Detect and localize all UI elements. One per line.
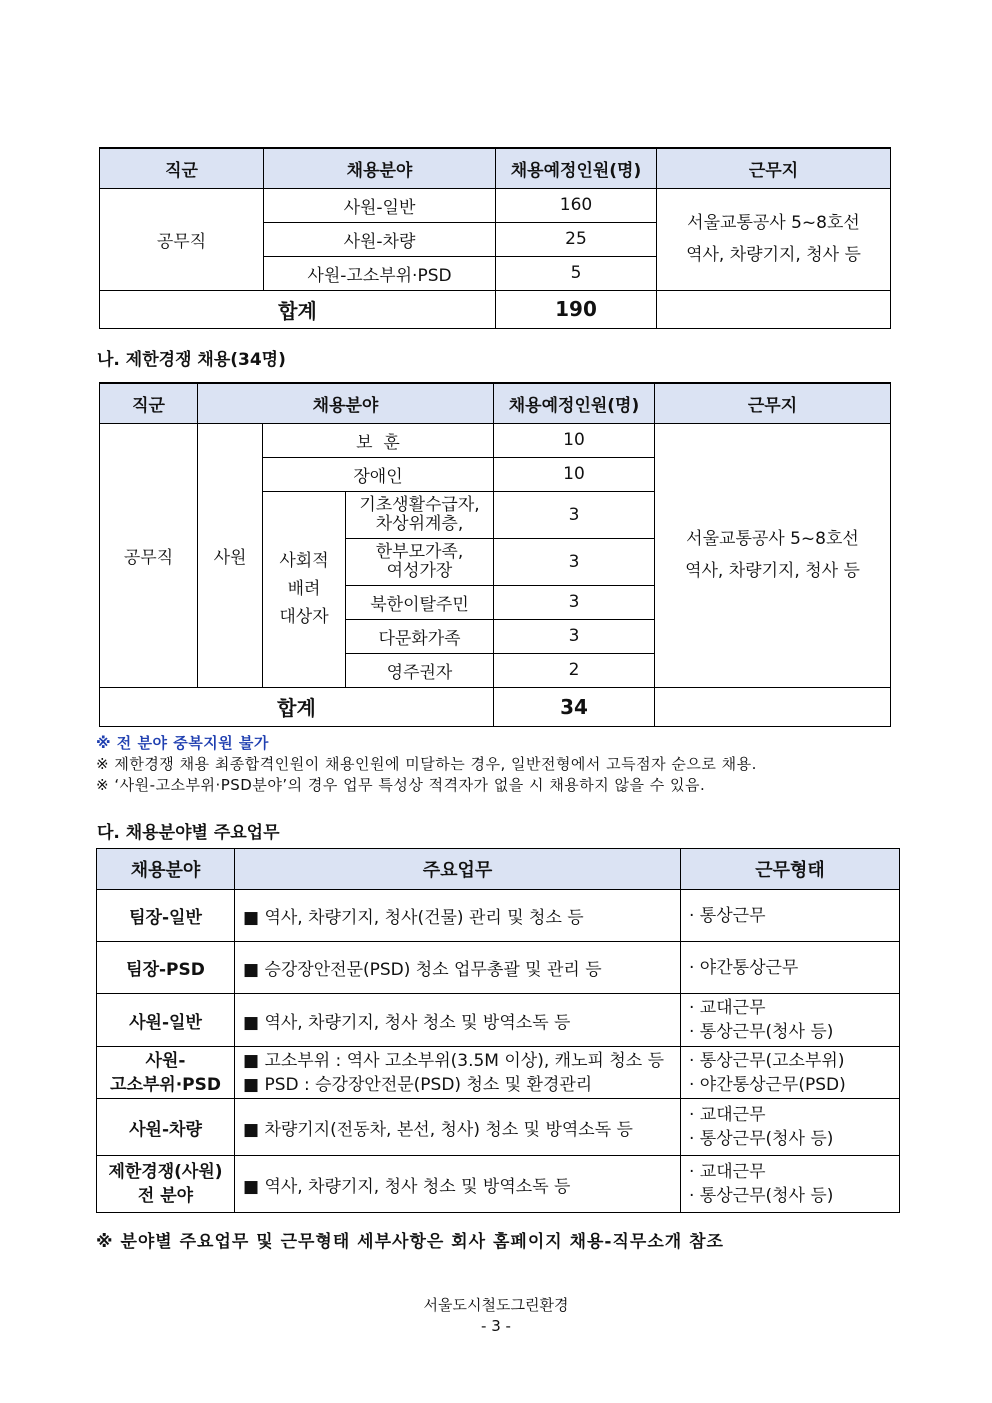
duty-line: ■ 고소부위 : 역사 고소부위(3.5M 이상), 캐노피 청소 등 — [243, 1050, 664, 1071]
work-form-cell — [681, 1099, 900, 1156]
duty-field-cell — [97, 1047, 235, 1099]
duty-table — [96, 848, 900, 1213]
subgroup-cell: 사원 — [198, 423, 263, 687]
empty-cell — [657, 290, 891, 328]
footer-page-number: - 3 - — [481, 1317, 511, 1335]
field-line: 차상위계층, — [375, 513, 464, 534]
header-count: 채용예정인원(명) — [496, 148, 657, 188]
duty-cell — [235, 994, 681, 1047]
duty-field-cell — [97, 1156, 235, 1213]
work-form-cell — [681, 994, 900, 1047]
duty-field-cell — [97, 942, 235, 994]
work-form-cell — [681, 890, 900, 942]
field-line: 팀장-PSD — [126, 960, 205, 980]
header-field: 채용분야 — [264, 148, 496, 188]
field-cell: 장애인 — [263, 457, 494, 491]
location-line: 서울교통공사 5~8호선 — [686, 529, 859, 549]
count-cell: 5 — [496, 256, 657, 290]
field-cell: 북한이탈주민 — [346, 585, 494, 619]
count-cell: 10 — [494, 423, 655, 457]
header-location: 근무지 — [655, 383, 891, 423]
field-cell: 영주권자 — [346, 653, 494, 687]
section-heading-da: 다. 채용분야별 주요업무 — [97, 823, 280, 843]
work-form-cell — [681, 942, 900, 994]
bottom-note: ※ 분야별 주요업무 및 근무형태 세부사항은 회사 홈페이지 채용-직무소개 참조 — [96, 1232, 724, 1252]
header-field: 채용분야 — [198, 383, 494, 423]
header-job-group: 직군 — [100, 148, 264, 188]
field-cell: 사원-일반 — [264, 188, 496, 222]
duty-line: ■ 승강장안전문(PSD) 청소 업무총괄 및 관리 등 — [243, 960, 602, 980]
form-line: · 통상근무(고소부위) — [689, 1050, 845, 1071]
count-cell: 160 — [496, 188, 657, 222]
duty-field-cell — [97, 994, 235, 1047]
duty-line: ■ 역사, 차량기지, 청사 청소 및 방역소독 등 — [243, 1176, 571, 1197]
count-cell: 3 — [494, 585, 655, 619]
total-value: 34 — [494, 687, 655, 726]
duty-field-cell — [97, 890, 235, 942]
duty-field-cell — [97, 1099, 235, 1156]
count-cell: 3 — [494, 491, 655, 538]
duty-cell — [235, 890, 681, 942]
form-line: · 야간통상근무(PSD) — [689, 1074, 846, 1095]
note-psd-field: ※ ‘사원-고소부위·PSD분야’의 경우 업무 특성상 적격자가 없을 시 채용하지 않을 수 있음. — [96, 776, 706, 794]
form-line: · 통상근무(청사 등) — [689, 1129, 834, 1149]
form-line: · 통상근무(청사 등) — [689, 1022, 834, 1042]
note-no-duplicate: ※ 전 분야 중복지원 불가 — [96, 734, 269, 752]
footer-org: 서울도시철도그린환경 — [423, 1296, 569, 1314]
job-group-cell: 공무직 — [100, 188, 264, 290]
duty-line: ■ 역사, 차량기지, 청사 청소 및 방역소독 등 — [243, 1012, 571, 1033]
field-line: 한부모가족, — [375, 541, 464, 562]
header-count: 채용예정인원(명) — [494, 383, 655, 423]
field-line: 기초생활수급자, — [359, 494, 480, 515]
duty-cell — [235, 1047, 681, 1099]
job-group-cell: 공무직 — [100, 423, 198, 687]
header-work-form: 근무형태 — [681, 849, 900, 890]
field-line: 사원-일반 — [129, 1012, 202, 1033]
location-cell — [655, 423, 891, 687]
form-line: · 교대근무 — [689, 1162, 766, 1182]
field-cell: 보 훈 — [263, 423, 494, 457]
field-line: 팀장-일반 — [129, 908, 202, 928]
header-job-group: 직군 — [100, 383, 198, 423]
form-line: · 통상근무 — [689, 905, 766, 926]
duty-line: ■ 차량기지(전동차, 본선, 청사) 청소 및 방역소독 등 — [243, 1119, 633, 1140]
duty-cell — [235, 1099, 681, 1156]
field-cell: 사원-고소부위·PSD — [264, 256, 496, 290]
total-value: 190 — [496, 290, 657, 328]
form-line: · 교대근무 — [689, 1105, 766, 1125]
field-line: 사원-차량 — [129, 1119, 202, 1140]
field-line: 전 분야 — [137, 1186, 194, 1206]
field-line: 제한경쟁(사원) — [108, 1162, 223, 1182]
location-line: 서울교통공사 5~8호선 — [687, 213, 860, 233]
field-line: 여성가장 — [386, 560, 453, 581]
social-label: 대상자 — [279, 607, 329, 627]
field-line: 사원- — [145, 1050, 186, 1071]
recruitment-table-limited — [99, 382, 891, 727]
total-label: 합계 — [100, 687, 494, 726]
count-cell: 10 — [494, 457, 655, 491]
location-cell — [657, 188, 891, 290]
work-form-cell — [681, 1047, 900, 1099]
field-cell: 다문화가족 — [346, 619, 494, 653]
social-group-cell — [263, 491, 346, 687]
location-line: 역사, 차량기지, 청사 등 — [685, 561, 860, 581]
duty-cell — [235, 942, 681, 994]
field-cell — [346, 538, 494, 585]
work-form-cell — [681, 1156, 900, 1213]
field-cell — [346, 491, 494, 538]
form-line: · 야간통상근무 — [689, 957, 799, 978]
duty-cell — [235, 1156, 681, 1213]
total-label: 합계 — [100, 290, 496, 328]
form-line: · 통상근무(청사 등) — [689, 1186, 834, 1206]
count-cell: 2 — [494, 653, 655, 687]
header-location: 근무지 — [657, 148, 891, 188]
field-cell: 사원-차량 — [264, 222, 496, 256]
count-cell: 3 — [494, 538, 655, 585]
duty-line: ■ PSD : 승강장안전문(PSD) 청소 및 환경관리 — [243, 1074, 593, 1095]
form-line: · 교대근무 — [689, 998, 766, 1018]
header-duty: 주요업무 — [235, 849, 681, 890]
recruitment-table-general — [99, 147, 891, 329]
count-cell: 25 — [496, 222, 657, 256]
note-limited-shortfall: ※ 제한경쟁 채용 최종합격인원이 채용인원에 미달하는 경우, 일반전형에서 고득점자 순으로 채용. — [96, 755, 757, 773]
count-cell: 3 — [494, 619, 655, 653]
section-heading-na: 나. 제한경쟁 채용(34명) — [97, 350, 286, 370]
header-field: 채용분야 — [97, 849, 235, 890]
location-line: 역사, 차량기지, 청사 등 — [686, 245, 861, 265]
social-label: 사회적 — [279, 551, 329, 571]
field-line: 고소부위·PSD — [110, 1074, 221, 1095]
empty-cell — [655, 687, 891, 726]
duty-line: ■ 역사, 차량기지, 청사(건물) 관리 및 청소 등 — [243, 908, 584, 928]
social-label: 배려 — [287, 579, 321, 599]
